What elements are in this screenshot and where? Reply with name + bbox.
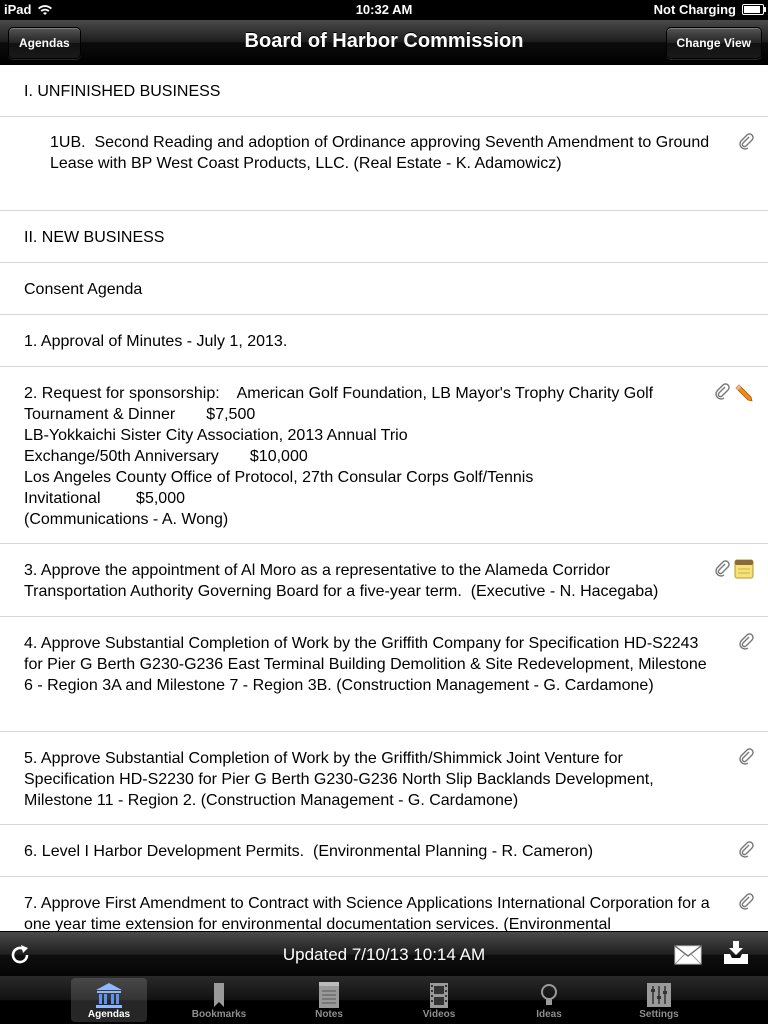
agenda-item-1[interactable] — [0, 315, 768, 367]
tab-videos[interactable] — [401, 978, 477, 1022]
agenda-item-text: 2. Request for sponsorship: American Golf Foundation, LB Mayor's Trophy Charity Golf Tournament & Dinner $7,500 LB-Yokkaichi Sister City Association, 2013 Annual Trio Exchange/50th Anniversary $10,000 Los Angeles County Office of Protocol, 27th Consular Corps Golf/Tennis Invitational $5,000 (Communications - A. Wong) — [24, 385, 654, 528]
agenda-item-2[interactable] — [0, 367, 768, 544]
tab-label: Notes — [315, 1009, 343, 1020]
paperclip-icon[interactable] — [714, 382, 730, 400]
navigation-bar — [0, 20, 768, 65]
section-header-new-business[interactable] — [0, 211, 768, 263]
agenda-item-text: 7. Approve First Amendment to Contract with Science Applications International Corporation for a one year time extension for environmental documentation services. (Environmental — [24, 895, 715, 931]
agenda-item-text: 1UB. Second Reading and adoption of Ordinance approving Seventh Amendment to Ground Lease with BP West Coast Products, LLC. (Real Estate - K. Adamowicz) — [50, 134, 714, 172]
lightbulb-icon — [534, 980, 564, 1010]
note-icon[interactable] — [734, 559, 754, 579]
change-view-button[interactable]: Change View — [666, 27, 762, 59]
agenda-item-7[interactable] — [0, 877, 768, 931]
tab-label: Settings — [639, 1009, 679, 1020]
bookmark-icon — [204, 980, 234, 1010]
agenda-item-text: 3. Approve the appointment of Al Moro as a representative to the Alameda Corridor Transportation Authority Governing Board for a five-year term. (Executive - N. Hacegaba) — [24, 562, 659, 600]
agenda-item-text: II. NEW BUSINESS — [24, 229, 165, 246]
tab-label: Bookmarks — [191, 1009, 247, 1020]
agenda-item-1ub[interactable] — [0, 117, 768, 211]
battery-icon — [742, 4, 764, 15]
tab-settings[interactable] — [621, 978, 697, 1022]
tab-label: Videos — [422, 1009, 456, 1020]
tab-ideas[interactable] — [511, 978, 587, 1022]
paperclip-icon[interactable] — [738, 840, 754, 858]
building-icon — [94, 980, 124, 1010]
carrier-label: iPad — [4, 2, 32, 17]
page-title: Board of Harbor Commission — [244, 30, 524, 52]
paperclip-icon[interactable] — [738, 632, 754, 650]
agenda-item-5[interactable] — [0, 732, 768, 825]
section-header-unfinished[interactable] — [0, 65, 768, 117]
agenda-item-text: 4. Approve Substantial Completion of Work by the Griffith Company for Specification HD-S2243 for Pier G Berth G230-G236 East Terminal Building Demolition & Site Redevelopment, Milestone 6 - Region 3A and Milestone 7 - Region 3B. (Construction Management - G. Cardamone) — [24, 635, 712, 694]
bottom-toolbar — [0, 931, 768, 977]
agenda-item-text: Consent Agenda — [24, 281, 143, 298]
notepad-icon — [314, 980, 344, 1010]
agenda-item-text: 6. Level I Harbor Development Permits. (Environmental Planning - R. Cameron) — [24, 843, 594, 860]
agenda-item-text: I. UNFINISHED BUSINESS — [24, 83, 221, 100]
mail-icon[interactable] — [674, 945, 702, 965]
paperclip-icon[interactable] — [738, 892, 754, 910]
tab-bar — [0, 976, 768, 1024]
battery-status-text: Not Charging — [653, 2, 736, 17]
agenda-item-6[interactable] — [0, 825, 768, 877]
paperclip-icon[interactable] — [738, 132, 754, 150]
status-time: 10:32 AM — [355, 2, 413, 17]
status-bar — [0, 0, 768, 20]
agendas-back-label: Agendas — [19, 36, 70, 50]
download-tray-icon[interactable] — [722, 940, 750, 966]
agenda-item-text: 1. Approval of Minutes - July 1, 2013. — [24, 333, 288, 350]
last-updated-text: Updated 7/10/13 10:14 AM — [282, 945, 486, 964]
tab-agendas[interactable] — [71, 978, 147, 1022]
agenda-item-3[interactable] — [0, 544, 768, 617]
agenda-item-4[interactable] — [0, 617, 768, 732]
film-icon — [424, 980, 454, 1010]
paperclip-icon[interactable] — [714, 559, 730, 577]
tab-notes[interactable] — [291, 978, 367, 1022]
pencil-annotation-icon[interactable] — [734, 382, 754, 402]
paperclip-icon[interactable] — [738, 747, 754, 765]
tab-label: Ideas — [536, 1009, 562, 1020]
tab-label: Agendas — [87, 1009, 131, 1020]
agenda-item-text: 5. Approve Substantial Completion of Work by the Griffith/Shimmick Joint Venture for Specification HD-S2230 for Pier G Berth G230-G236 North Slip Backlands Development, Milestone 11 - Region 2. (Construction Management - G. Cardamone) — [24, 750, 659, 809]
tab-bookmarks[interactable] — [181, 978, 257, 1022]
section-header-consent-agenda[interactable] — [0, 263, 768, 315]
agenda-list[interactable] — [0, 65, 768, 931]
sliders-icon — [644, 980, 674, 1010]
